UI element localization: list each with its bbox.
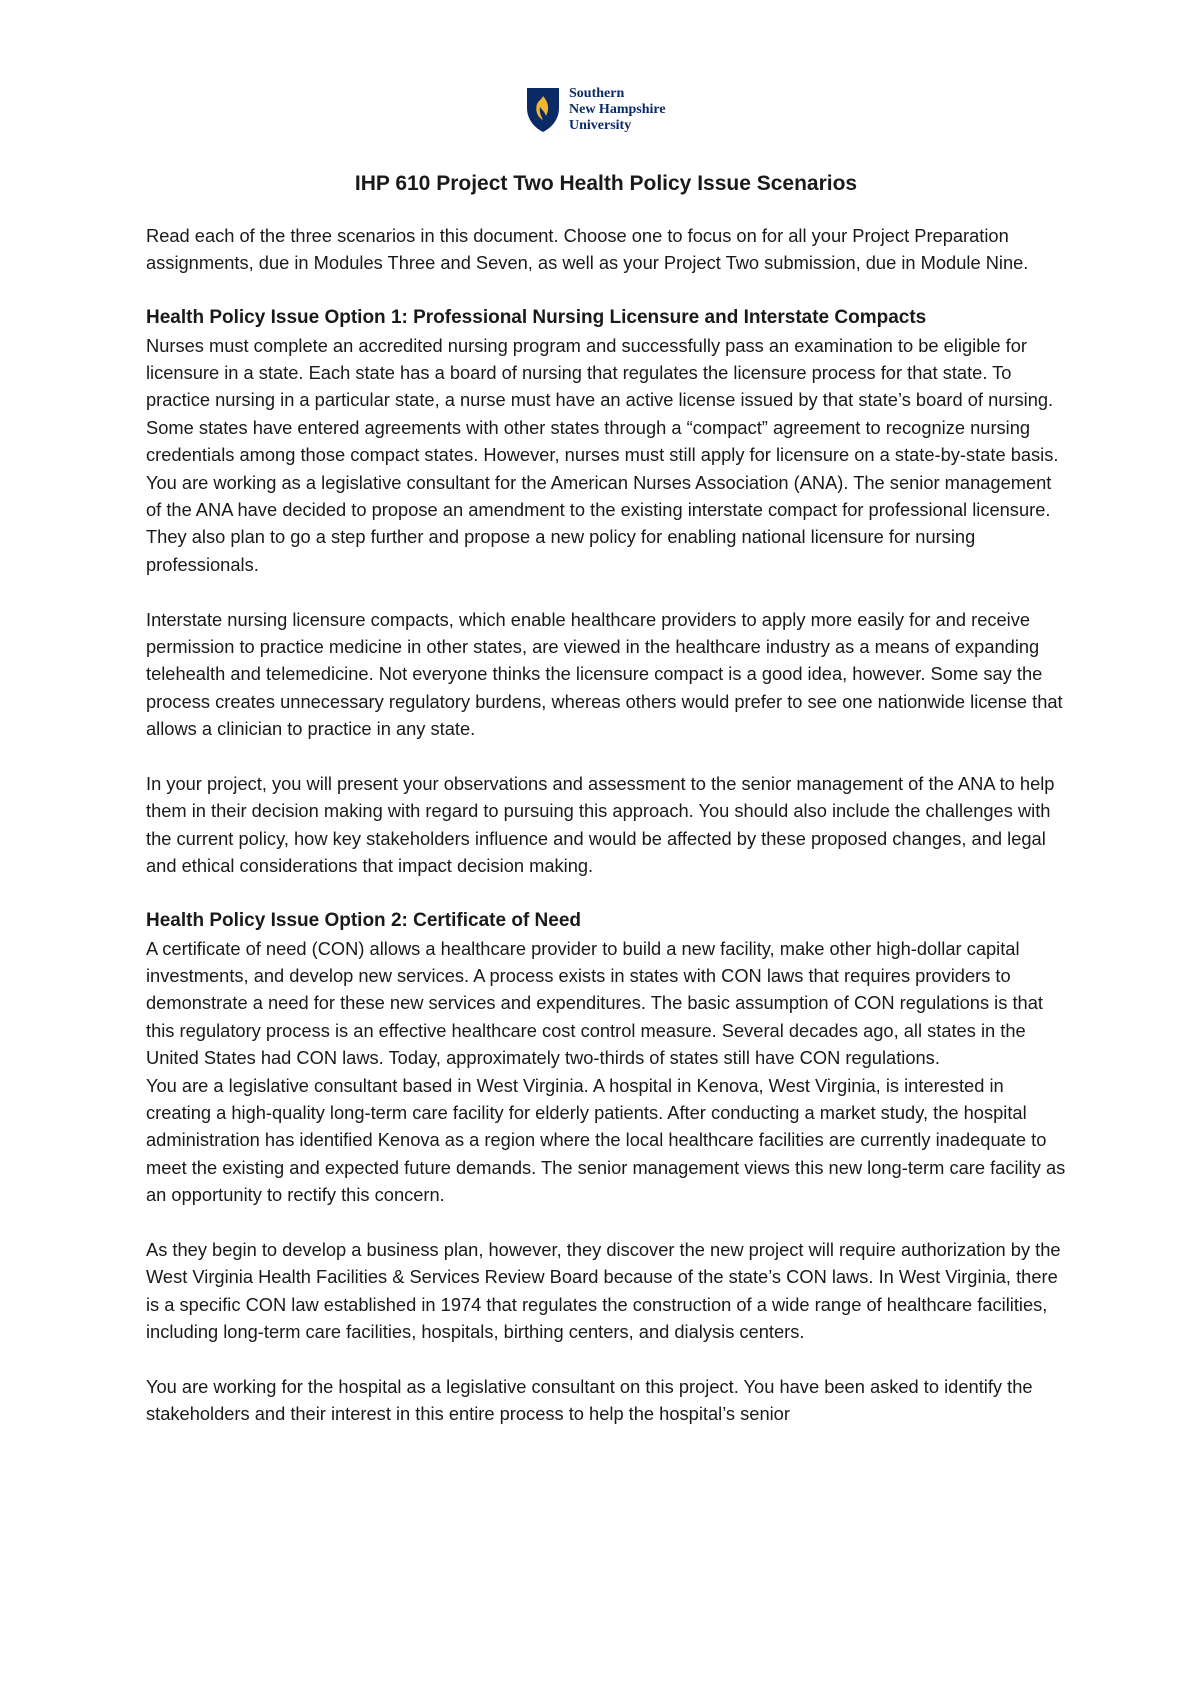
logo-line-2: New Hampshire bbox=[569, 102, 666, 117]
logo-wordmark bbox=[569, 86, 666, 134]
spacer bbox=[146, 1209, 1066, 1236]
document-body bbox=[146, 170, 1066, 1428]
snhu-shield-icon bbox=[525, 86, 561, 134]
option-2-paragraph-3: As they begin to develop a business plan, however, they discover the new project will require authorization by the West Virginia Health Facilities & Services Review Board because of the state’s CON laws. In West Virginia, there is a specific CON law established in 1974 that regulates the construction of a wide range of healthcare facilities, including long-term care facilities, hospitals, birthing centers, and dialysis centers. bbox=[146, 1238, 1061, 1343]
option-2-paragraph-1: A certificate of need (CON) allows a healthcare provider to build a new facility, make other high-dollar capital investments, and develop new services. A process exists in states with CON laws that requires providers to demonstrate a need for these new services and expenditures. The basic assumption of CON regulations is that this regulatory process is an effective healthcare cost control measure. Several decades ago, all states in the United States had CON laws. Today, approximately two-thirds of states still have CON regulations. bbox=[146, 937, 1043, 1069]
option-1-paragraph-3: Interstate nursing licensure compacts, which enable healthcare providers to apply more easily for and receive permission to practice medicine in other states, are viewed in the healthcare industry as a means of expanding telehealth and telemedicine. Not everyone thinks the licensure compact is a good idea, however. Some say the process creates unnecessary regulatory burdens, whereas others would prefer to see one nationwide license that allows a clinician to practice in any state. bbox=[146, 608, 1063, 740]
spacer bbox=[146, 743, 1066, 770]
option-1-paragraph-1: Nurses must complete an accredited nursing program and successfully pass an examination to be eligible for licensure in a state. Each state has a board of nursing that regulates the licensure process for that state. To practice nursing in a particular state, a nurse must have an active license issued by that state’s board of nursing. Some states have entered agreements with other states through a “compact” agreement to recognize nursing credentials among those compact states. However, nurses must still apply for licensure on a state-by-state basis. bbox=[146, 334, 1059, 466]
logo-line-1: Southern bbox=[569, 86, 625, 101]
spacer bbox=[146, 1346, 1066, 1373]
option-1-paragraph-2: You are working as a legislative consultant for the American Nurses Association (ANA). The senior management of the ANA have decided to propose an amendment to the existing interstate compact for professional licensure. They also plan to go a step further and propose a new policy for enabling national licensure for nursing professionals. bbox=[146, 471, 1052, 575]
option-1-paragraph-4: In your project, you will present your observations and assessment to the senior management of the ANA to help them in their decision making with regard to pursuing this approach. You should also include the challenges with the current policy, how key stakeholders influence and would be affected by these proposed changes, and legal and ethical considerations that impact decision making. bbox=[146, 773, 1055, 877]
spacer bbox=[146, 880, 1066, 907]
spacer bbox=[146, 578, 1066, 605]
option-2-paragraph-2: You are a legislative consultant based in West Virginia. A hospital in Kenova, West Virginia, is interested in creating a high-quality long-term care facility for elderly patients. After conducting a market study, the hospital administration has identified Kenova as a region where the local healthcare facilities are currently inadequate to meet the existing and expected future demands. The senior management views this new long-term care facility as an opportunity to rectify this concern. bbox=[146, 1074, 1066, 1206]
option-2-heading: Health Policy Issue Option 2: Certificate of Need bbox=[146, 910, 581, 932]
document-title: IHP 610 Project Two Health Policy Issue Scenarios bbox=[354, 172, 858, 195]
logo-line-3: University bbox=[569, 118, 632, 133]
spacer bbox=[146, 277, 1066, 304]
intro-paragraph: Read each of the three scenarios in this document. Choose one to focus on for all your Project Preparation assignments, due in Modules Three and Seven, as well as your Project Two submission, due in Module Nine. bbox=[146, 225, 1029, 274]
university-logo bbox=[525, 86, 666, 134]
option-2-paragraph-4: You are working for the hospital as a legislative consultant on this project. You have been asked to identify the stakeholders and their interest in this entire process to help the hospital’s senior bbox=[146, 1375, 1033, 1425]
option-1-heading: Health Policy Issue Option 1: Professional Nursing Licensure and Interstate Compacts bbox=[146, 307, 927, 329]
